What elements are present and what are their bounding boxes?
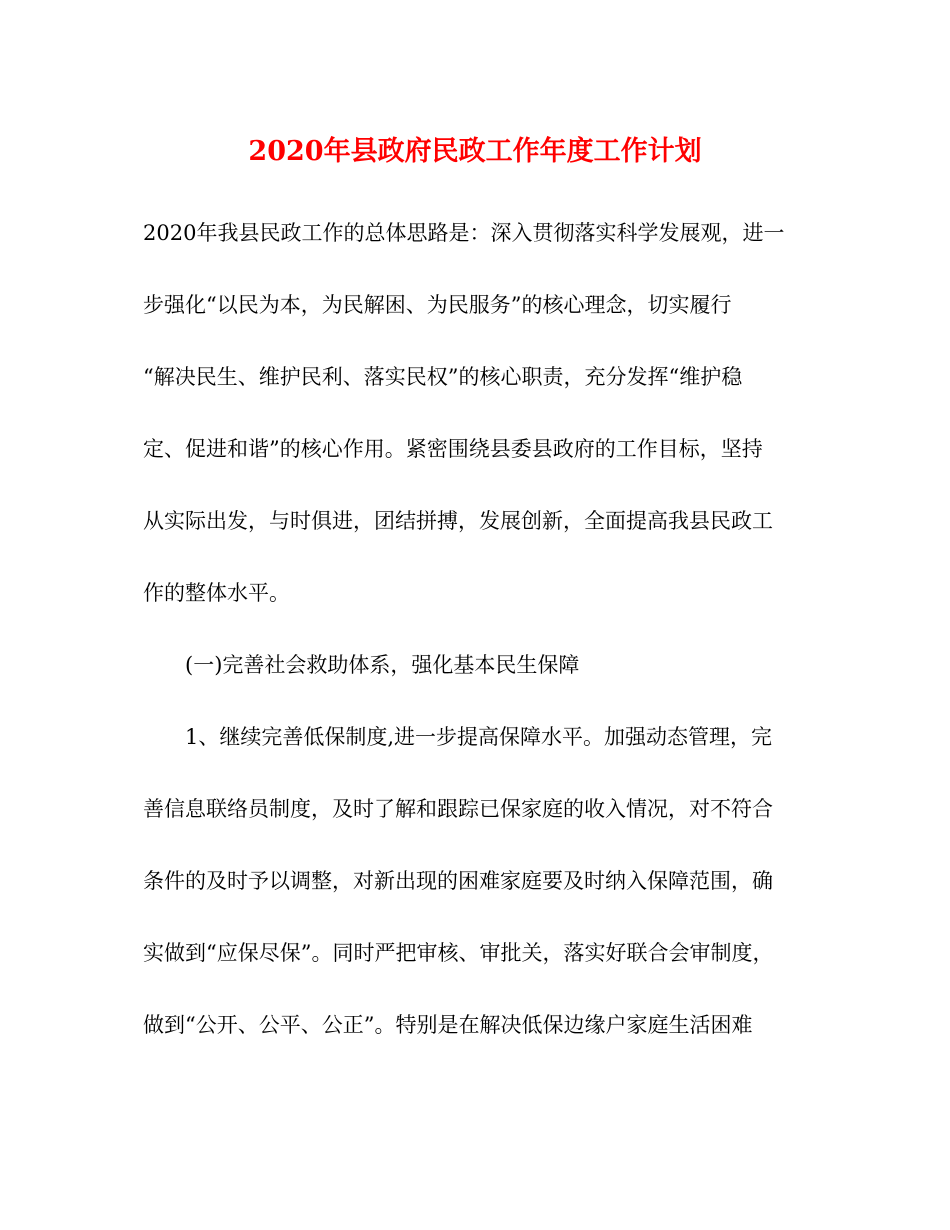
paragraph-line: 从实际出发，与时俱进，团结拼搏，发展创新，全面提高我县民政工 [143, 509, 773, 533]
paragraph-line: 定、促进和谐”的核心作用。紧密围绕县委县政府的工作目标，坚持 [143, 437, 763, 461]
document-title: 2020年县政府民政工作年度工作计划 [248, 136, 702, 167]
paragraph-line: “解决民生、维护民利、落实民权”的核心职责，充分发挥“维护稳 [143, 365, 743, 389]
paragraph-line: 善信息联络员制度，及时了解和跟踪已保家庭的收入情况，对不符合 [143, 797, 773, 821]
paragraph-line: 1、继续完善低保制度,进一步提高保障水平。加强动态管理，完 [185, 725, 773, 749]
paragraph-line: 步强化“以民为本，为民解困、为民服务”的核心理念，切实履行 [143, 293, 732, 317]
section-heading: (一)完善社会救助体系，强化基本民生保障 [185, 653, 580, 677]
paragraph-line: 作的整体水平。 [143, 581, 290, 605]
paragraph-line: 2020年我县民政工作的总体思路是：深入贯彻落实科学发展观，进一 [143, 221, 785, 245]
paragraph-line: 实做到“应保尽保”。同时严把审核、审批关，落实好联合会审制度， [143, 941, 774, 965]
paragraph-line: 条件的及时予以调整，对新出现的困难家庭要及时纳入保障范围，确 [143, 869, 773, 893]
paragraph-line: 做到“公开、公平、公正”。特别是在解决低保边缘户家庭生活困难 [143, 1013, 753, 1037]
